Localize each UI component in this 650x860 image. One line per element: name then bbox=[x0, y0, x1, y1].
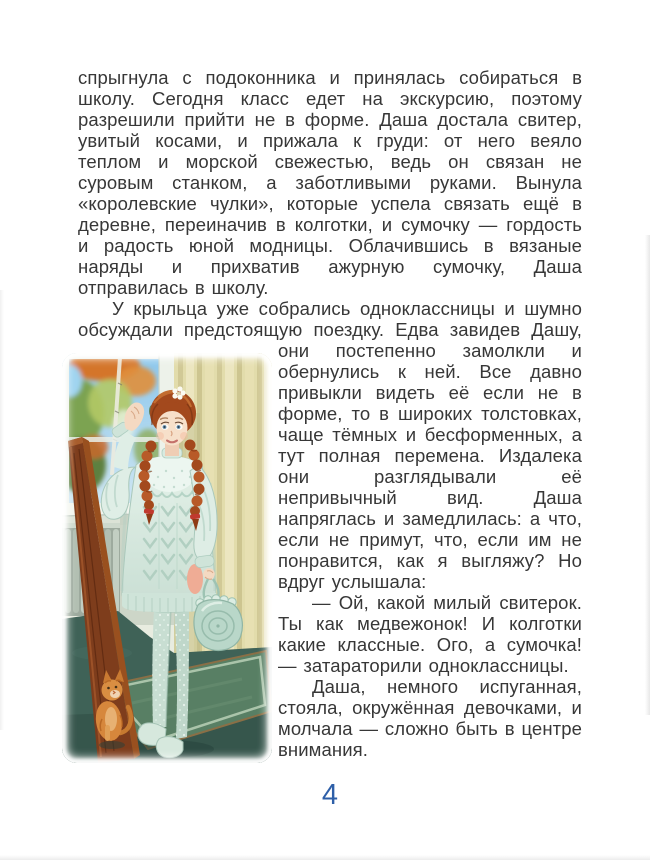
page-number: 4 bbox=[321, 779, 339, 811]
story-paragraph-1: спрыгнула с подоконника и принялась собираться в школу. Сегодня класс едет на экскурсию, поэтому разрешили прийти не в форме. Даша достала свитер, увитый косами, и прижала к груди: от него веяло теплом и морской свежестью, ведь он связан не суровым станком, а заботливыми руками. Вынула «королевские чулки», которые успела связать ещё в деревне, переиначив в колготки, и сумочку — гордость и радость юной модницы. Облачившись в вязаные наряды и прихватив ажурную сумочку, Даша отправилась в школу. bbox=[78, 67, 582, 298]
page-content bbox=[78, 67, 582, 766]
story-paragraph-4: Даша, немного испуганная, стояла, окружённая девочками, и молчала — сложно быть в центре внимания. bbox=[278, 676, 582, 760]
story-paragraph-3: — Ой, какой милый свитерок. Ты как медвежонок! И колготки какие классные. Ого, а сумочка! — затараторили одноклассницы. bbox=[278, 592, 582, 676]
story-paragraph-2: У крыльца уже собрались одноклассницы и шумно обсуждали предстоящую поездку. Едва завидев Дашу, они постепенно замолкли и обернулись к ней. Все давно привыкли видеть её если не в форме, то в широких толстовках, чаще тёмных и бесформенных, а тут полная перемена. Издалека они разглядывали её непривычный вид. Даша напряглась и замедлилась: а что, если не примут, что, если им не понравится, как я выгляжу? Но вдруг услышала: bbox=[78, 298, 582, 592]
page-edge-shadow-bottom bbox=[0, 855, 650, 860]
pink-cloth bbox=[187, 564, 203, 594]
page-edge-shadow-left bbox=[0, 290, 4, 730]
story-illustration bbox=[62, 353, 272, 763]
page-edge-shadow-right bbox=[645, 235, 650, 715]
